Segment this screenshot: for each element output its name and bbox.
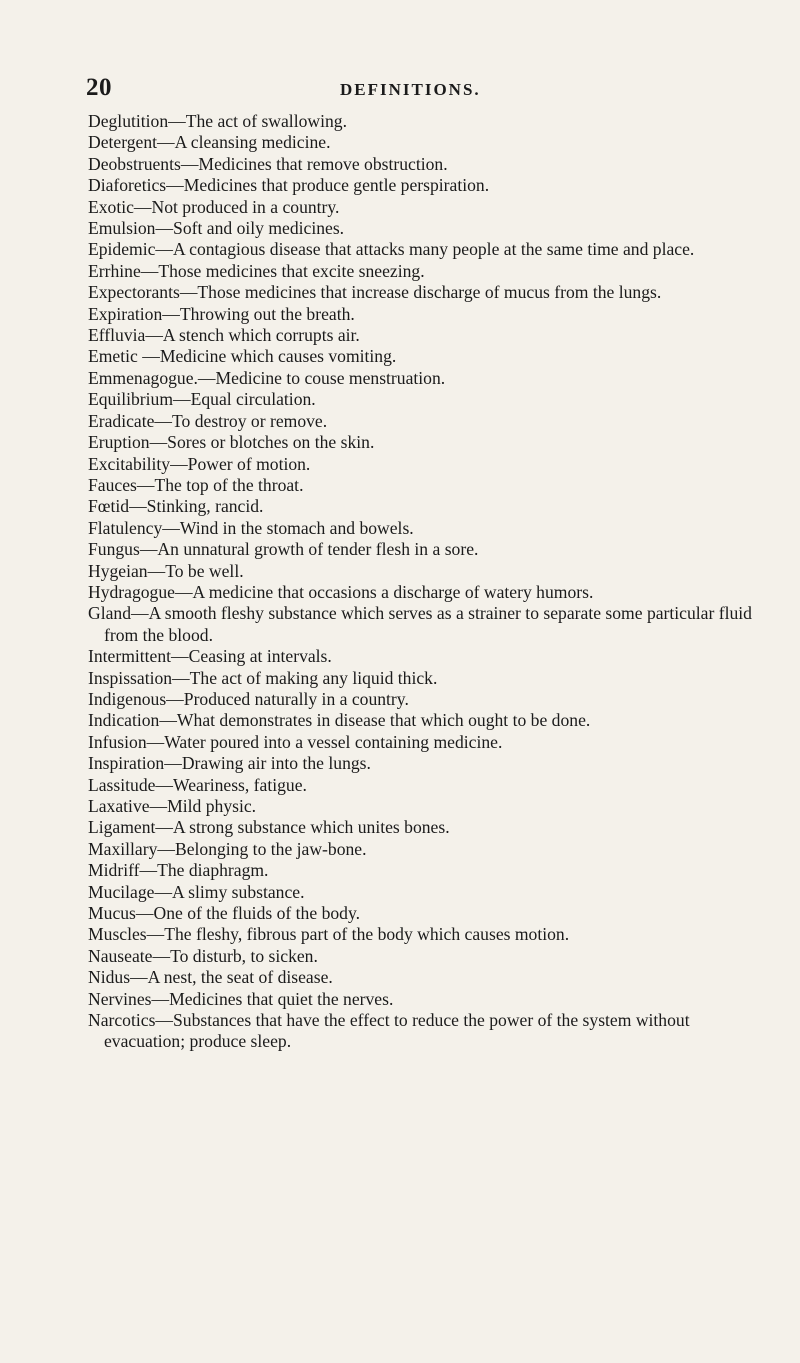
definition-entry: Midriff—The diaphragm. [88, 860, 269, 881]
definition-entry: Mucilage—A slimy substance. [88, 881, 305, 902]
definition-entry: Eruption—Sores or blotches on the skin. [88, 432, 375, 453]
definition-entry: Fungus—An unnatural growth of tender flesh in a sore. [88, 539, 479, 560]
definition-entry: Hydragogue—A medicine that occasions a discharge of watery humors. [88, 581, 594, 602]
definition-entry: Lassitude—Weariness, fatigue. [88, 774, 307, 795]
definition-entry: Expiration—Throwing out the breath. [88, 303, 355, 324]
definition-entry: Deobstruents—Medicines that remove obstruction. [88, 153, 448, 174]
definition-entry: Exotic—Not produced in a country. [88, 196, 340, 217]
definition-entry: Expectorants—Those medicines that increase discharge of mucus from the lungs. [88, 282, 662, 303]
definition-entry: Fœtid—Stinking, rancid. [88, 496, 264, 517]
definition-entry: Emetic —Medicine which causes vomiting. [88, 346, 397, 367]
definition-entry: Equilibrium—Equal circulation. [88, 389, 316, 410]
definition-entry: Hygeian—To be well. [88, 560, 244, 581]
definition-entry: Ligament—A strong substance which unites bones. [88, 817, 450, 838]
definition-entry: Deglutition—The act of swallowing. [88, 111, 347, 131]
definition-entry: Nervines—Medicines that quiet the nerves. [88, 988, 394, 1009]
definition-list [88, 111, 758, 1053]
running-head: DEFINITIONS. [340, 80, 481, 99]
definition-entry: Infusion—Water poured into a vessel containing medicine. [88, 731, 503, 752]
definition-entry: Emmenagogue.—Medicine to couse menstruation. [88, 367, 446, 388]
definition-entry: Excitability—Power of motion. [88, 453, 311, 474]
definition-entry: Intermittent—Ceasing at intervals. [88, 646, 332, 667]
definition-entry: Indigenous—Produced naturally in a country. [88, 688, 409, 709]
definition-entry: Inspiration—Drawing air into the lungs. [88, 753, 371, 774]
definition-entry: Gland—A smooth fleshy substance which serves as a strainer to separate some particular fluid from the blood. [88, 603, 752, 645]
definition-entry: Effluvia—A stench which corrupts air. [88, 325, 360, 346]
definition-entry: Flatulency—Wind in the stomach and bowels. [88, 517, 414, 538]
page-number: 20 [86, 74, 112, 101]
definition-entry: Maxillary—Belonging to the jaw-bone. [88, 838, 367, 859]
definition-entry: Nidus—A nest, the seat of disease. [88, 967, 333, 988]
definition-entry: Muscles—The fleshy, fibrous part of the body which causes motion. [88, 924, 570, 945]
definition-entry: Eradicate—To destroy or remove. [88, 410, 328, 431]
definition-entry: Fauces—The top of the throat. [88, 474, 304, 495]
definition-entry: Mucus—One of the fluids of the body. [88, 903, 361, 924]
definition-entry: Inspissation—The act of making any liquid thick. [88, 667, 438, 688]
definition-entry: Indication—What demonstrates in disease that which ought to be done. [88, 710, 591, 731]
definition-entry: Nauseate—To disturb, to sicken. [88, 945, 318, 966]
definition-entry: Narcotics—Substances that have the effect to reduce the power of the system without evacuation; produce sleep. [88, 1010, 690, 1052]
definition-entry: Diaforetics—Medicines that produce gentle perspiration. [88, 175, 490, 196]
definition-entry: Detergent—A cleansing medicine. [88, 132, 331, 153]
definition-entry: Epidemic—A contagious disease that attacks many people at the same time and place. [88, 239, 695, 260]
definition-entry: Laxative—Mild physic. [88, 796, 257, 816]
definition-entry: Errhine—Those medicines that excite sneezing. [88, 260, 425, 281]
definition-entry: Emulsion—Soft and oily medicines. [88, 218, 345, 239]
